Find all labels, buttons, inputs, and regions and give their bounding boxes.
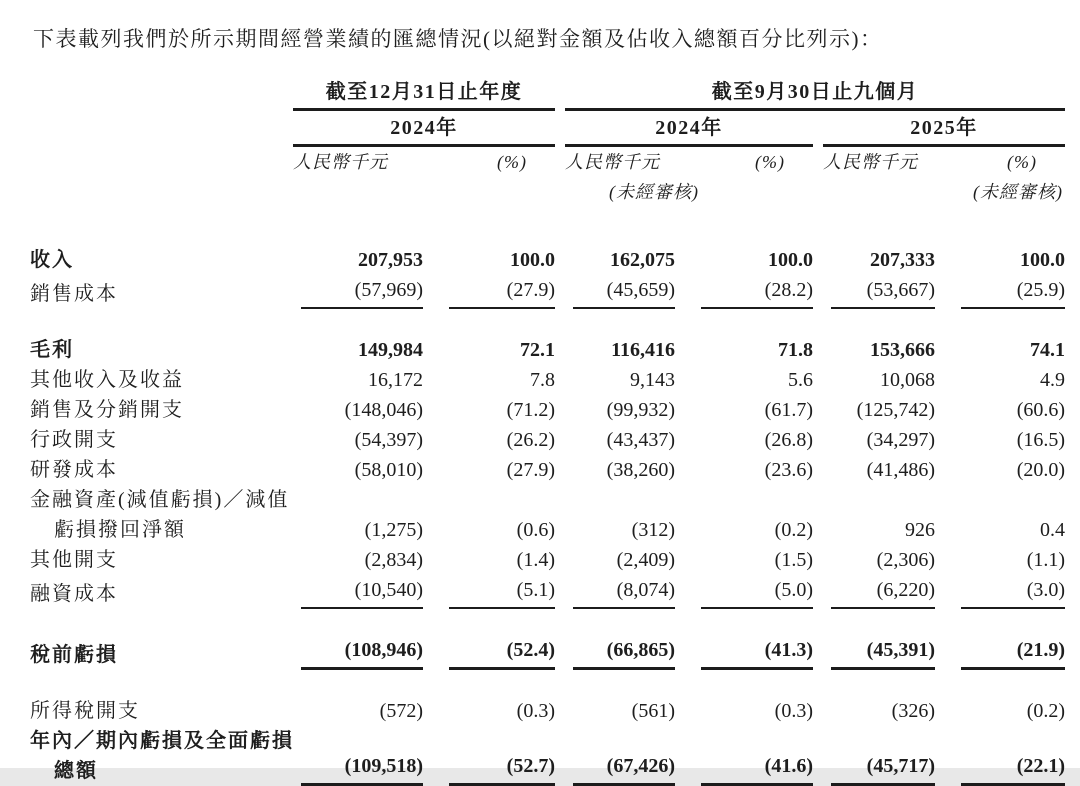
column-gap xyxy=(555,147,565,177)
cell-value-text: (1.4) xyxy=(516,549,555,572)
cell-value xyxy=(293,575,423,609)
column-gap xyxy=(555,335,565,365)
column-gap xyxy=(813,545,823,575)
cell-value xyxy=(293,455,423,485)
spacer-cell xyxy=(30,207,1065,245)
cell-value-text: (26.2) xyxy=(506,429,555,452)
cell-value xyxy=(935,485,1065,545)
row-label-line: 虧損撥回淨額 xyxy=(54,519,186,542)
cell-value xyxy=(565,485,675,545)
cell-value xyxy=(423,245,555,275)
cell-value xyxy=(565,696,675,726)
cell-value xyxy=(565,245,675,275)
cell-value-text: (45,659) xyxy=(573,275,675,309)
cell-value xyxy=(423,635,555,670)
cell-value xyxy=(823,575,935,609)
cell-value-text: (22.1) xyxy=(961,751,1065,786)
label-col-spacer xyxy=(30,177,293,207)
currency-unit-header: 人民幣千元 xyxy=(823,152,918,173)
cell-value-text: (45,717) xyxy=(831,751,935,786)
row-label xyxy=(30,696,293,726)
cell-value xyxy=(935,696,1065,726)
cell-value xyxy=(675,635,813,670)
table-row xyxy=(30,425,1065,455)
row-label-line: 稅前虧損 xyxy=(30,644,118,667)
cell-value-text: 0.4 xyxy=(1040,519,1066,542)
cell-value xyxy=(823,545,935,575)
table-row xyxy=(30,365,1065,395)
cell-value xyxy=(935,726,1065,786)
cell-value-text: (99,932) xyxy=(606,399,675,422)
cell-value xyxy=(823,485,935,545)
cell-value xyxy=(423,425,555,455)
percent-header: (%) xyxy=(755,152,785,173)
cell-value xyxy=(565,395,675,425)
cell-value-text: (109,518) xyxy=(301,751,423,786)
column-gap xyxy=(813,147,823,177)
column-gap xyxy=(555,275,565,309)
column-gap xyxy=(813,635,823,670)
column-gap xyxy=(813,455,823,485)
cell-value-text: 7.8 xyxy=(530,369,555,392)
row-label-line: 融資成本 xyxy=(30,583,118,606)
cell-value-text: (41.3) xyxy=(701,635,813,670)
table-row xyxy=(30,635,1065,670)
cell-value xyxy=(675,455,813,485)
unaudited-note: (未經審核) xyxy=(609,182,699,203)
cell-value xyxy=(565,635,675,670)
label-col-spacer xyxy=(30,147,293,177)
cell-value-text: 100.0 xyxy=(768,249,813,272)
column-gap xyxy=(813,425,823,455)
row-label-line: 行政開支 xyxy=(30,429,118,452)
column-gap xyxy=(813,245,823,275)
cell-value-text: (41,486) xyxy=(866,459,935,482)
cell-value xyxy=(823,425,935,455)
table-row xyxy=(30,395,1065,425)
cell-value-text: 10,068 xyxy=(880,369,935,392)
cell-value-text: (21.9) xyxy=(961,635,1065,670)
cell-value-text: (8,074) xyxy=(573,575,675,609)
cell-value xyxy=(293,335,423,365)
cell-value-text: (10,540) xyxy=(301,575,423,609)
cell-value xyxy=(423,365,555,395)
column-gap xyxy=(555,395,565,425)
row-label xyxy=(30,335,293,365)
column-gap xyxy=(555,177,565,207)
period-group-annual-label: 截至12月31日止年度 xyxy=(293,79,555,111)
cell-value-text: (66,865) xyxy=(573,635,675,670)
cell-value xyxy=(675,275,813,309)
cell-value xyxy=(935,545,1065,575)
year-9m2025 xyxy=(823,111,1065,147)
cell-value-text: 116,416 xyxy=(611,339,675,362)
row-label-line: 銷售成本 xyxy=(30,283,118,306)
spacer-cell xyxy=(30,309,1065,335)
percent-header: (%) xyxy=(497,152,527,173)
cell-value-text: (572) xyxy=(379,700,423,723)
cell-value xyxy=(423,485,555,545)
column-gap xyxy=(813,177,823,207)
year-9m2024 xyxy=(565,111,813,147)
cell-value xyxy=(293,485,423,545)
cell-value-text: 71.8 xyxy=(778,339,813,362)
cell-value-text: (25.9) xyxy=(961,275,1065,309)
cell-value xyxy=(823,635,935,670)
period-group-nine-month xyxy=(565,79,1065,111)
cell-value-text: (34,297) xyxy=(866,429,935,452)
cell-value xyxy=(293,425,423,455)
label-col-spacer xyxy=(30,79,293,111)
cell-value-text: (1,275) xyxy=(364,519,423,542)
row-label-line: 毛利 xyxy=(30,339,74,362)
cell-value-text: 162,075 xyxy=(610,249,675,272)
table-row xyxy=(30,575,1065,609)
spacer-cell xyxy=(30,670,1065,696)
cell-value-text: (41.6) xyxy=(701,751,813,786)
operating-results-table xyxy=(30,79,1065,786)
table-row xyxy=(30,275,1065,309)
cell-value xyxy=(423,275,555,309)
cell-value-text: (38,260) xyxy=(606,459,675,482)
spacer-row xyxy=(30,670,1065,696)
period-group-row xyxy=(30,79,1065,111)
cell-value-text: 207,953 xyxy=(358,249,423,272)
column-gap xyxy=(555,455,565,485)
column-gap xyxy=(813,726,823,786)
cell-value-text: (148,046) xyxy=(344,399,423,422)
row-label xyxy=(30,726,293,786)
cell-value xyxy=(675,575,813,609)
cell-value xyxy=(565,275,675,309)
cell-value xyxy=(423,395,555,425)
cell-value-text: (60.6) xyxy=(1016,399,1066,422)
period-group-nine-month-label: 截至9月30日止九個月 xyxy=(565,79,1065,111)
cell-value-text: (561) xyxy=(631,700,675,723)
cell-value-text: (2,834) xyxy=(364,549,423,572)
cell-value xyxy=(823,365,935,395)
cell-value xyxy=(935,575,1065,609)
cell-value xyxy=(935,455,1065,485)
cell-value xyxy=(823,696,935,726)
percent-header: (%) xyxy=(1007,152,1038,173)
cell-value-text: 74.1 xyxy=(1030,339,1066,362)
column-gap xyxy=(813,275,823,309)
cell-value-text: 9,143 xyxy=(630,369,675,392)
cell-value-text: (0.2) xyxy=(1026,700,1066,723)
row-label xyxy=(30,425,293,455)
spacer-row xyxy=(30,309,1065,335)
cell-value-text: (52.7) xyxy=(449,751,555,786)
column-gap xyxy=(813,696,823,726)
column-gap xyxy=(555,79,565,111)
cell-value xyxy=(935,245,1065,275)
cell-value xyxy=(823,726,935,786)
cell-value-text: (0.3) xyxy=(516,700,555,723)
row-label-line: 收入 xyxy=(30,249,74,272)
row-label-line: 所得稅開支 xyxy=(30,700,140,723)
cell-value-text: (53,667) xyxy=(831,275,935,309)
row-label-line: 其他開支 xyxy=(30,549,118,572)
cell-value xyxy=(293,275,423,309)
cell-value-text: (312) xyxy=(631,519,675,542)
cell-value-text: (61.7) xyxy=(764,399,813,422)
column-gap xyxy=(813,485,823,545)
row-label xyxy=(30,455,293,485)
cell-value xyxy=(935,395,1065,425)
unaudited-note-row xyxy=(30,177,1065,207)
cell-value xyxy=(565,335,675,365)
column-gap xyxy=(555,545,565,575)
cell-value-text: 16,172 xyxy=(368,369,423,392)
cell-value-text: 5.6 xyxy=(788,369,813,392)
spacer-cell xyxy=(30,609,1065,635)
cell-value-text: 926 xyxy=(905,519,935,542)
cell-value-text: (52.4) xyxy=(449,635,555,670)
cell-value-text: (6,220) xyxy=(831,575,935,609)
cell-value xyxy=(935,425,1065,455)
row-label xyxy=(30,275,293,309)
cell-value xyxy=(565,425,675,455)
period-group-annual xyxy=(293,79,555,111)
column-gap xyxy=(555,635,565,670)
cell-value xyxy=(675,696,813,726)
row-label-line: 研發成本 xyxy=(30,459,118,482)
table-row xyxy=(30,245,1065,275)
row-label-line: 金融資產(減值虧損)／減值 xyxy=(30,489,290,512)
row-label xyxy=(30,575,293,609)
cell-value xyxy=(675,365,813,395)
cell-value xyxy=(423,545,555,575)
cell-value-text: (20.0) xyxy=(1016,459,1066,482)
cell-value-text: 100.0 xyxy=(510,249,555,272)
table-row xyxy=(30,726,1065,786)
cell-value-text: (23.6) xyxy=(764,459,813,482)
table-row xyxy=(30,485,1065,545)
column-gap xyxy=(813,335,823,365)
cell-value-text: (26.8) xyxy=(764,429,813,452)
cell-value-text: (28.2) xyxy=(701,275,813,309)
cell-value-text: 4.9 xyxy=(1040,369,1066,392)
cell-value xyxy=(565,575,675,609)
cell-value xyxy=(565,455,675,485)
cell-value-text: 207,333 xyxy=(870,249,935,272)
cell-value xyxy=(675,245,813,275)
cell-value-text: (0.2) xyxy=(774,519,813,542)
table-row xyxy=(30,545,1065,575)
currency-unit-header: 人民幣千元 xyxy=(565,152,660,173)
cell-value-text: 72.1 xyxy=(520,339,555,362)
cell-value xyxy=(293,395,423,425)
cell-value-text: (57,969) xyxy=(301,275,423,309)
cell-value-text: (5.1) xyxy=(449,575,555,609)
unaudited-note: (未經審核) xyxy=(973,182,1064,203)
cell-value xyxy=(935,635,1065,670)
cell-value-text: (2,409) xyxy=(616,549,675,572)
cell-value xyxy=(423,335,555,365)
cell-value-text: (2,306) xyxy=(876,549,935,572)
year-fy2024 xyxy=(293,111,555,147)
column-gap xyxy=(813,111,823,147)
cell-value-text: (125,742) xyxy=(856,399,935,422)
cell-value xyxy=(675,545,813,575)
column-gap xyxy=(813,575,823,609)
column-gap xyxy=(813,365,823,395)
spacer-row xyxy=(30,609,1065,635)
cell-value xyxy=(675,335,813,365)
cell-value-text: (27.9) xyxy=(506,459,555,482)
cell-value-text: (326) xyxy=(891,700,935,723)
year-fy2024-label: 2024年 xyxy=(293,115,555,147)
cell-value-text: (16.5) xyxy=(1016,429,1066,452)
cell-value xyxy=(293,365,423,395)
column-gap xyxy=(555,485,565,545)
column-gap xyxy=(555,575,565,609)
cell-value-text: (43,437) xyxy=(606,429,675,452)
table-caption: 下表載列我們於所示期間經營業績的匯總情況(以絕對金額及佔收入總額百分比列示)： xyxy=(33,27,883,51)
cell-value xyxy=(935,365,1065,395)
cell-value-text: (58,010) xyxy=(354,459,423,482)
year-9m2024-label: 2024年 xyxy=(565,115,813,147)
cell-value xyxy=(823,455,935,485)
cell-value-text: (67,426) xyxy=(573,751,675,786)
cell-value xyxy=(935,275,1065,309)
row-label xyxy=(30,395,293,425)
cell-value-text: 153,666 xyxy=(870,339,935,362)
table-row xyxy=(30,335,1065,365)
cell-value xyxy=(675,485,813,545)
cell-value-text: 149,984 xyxy=(358,339,423,362)
spacer-row xyxy=(30,207,1065,245)
cell-value xyxy=(423,455,555,485)
table-row xyxy=(30,696,1065,726)
cell-value-text: (1.5) xyxy=(774,549,813,572)
label-col-spacer xyxy=(30,111,293,147)
currency-unit-header: 人民幣千元 xyxy=(293,152,388,173)
cell-value-text: (71.2) xyxy=(506,399,555,422)
cell-value xyxy=(293,245,423,275)
cell-value-text: (0.3) xyxy=(774,700,813,723)
cell-value-text: (0.6) xyxy=(516,519,555,542)
cell-value-text: (5.0) xyxy=(701,575,813,609)
column-gap xyxy=(555,245,565,275)
cell-value xyxy=(823,335,935,365)
column-gap xyxy=(813,395,823,425)
cell-value xyxy=(423,575,555,609)
row-label xyxy=(30,485,293,545)
cell-value xyxy=(565,726,675,786)
column-gap xyxy=(555,365,565,395)
year-9m2025-label: 2025年 xyxy=(823,115,1065,147)
cell-value-text: (108,946) xyxy=(301,635,423,670)
column-gap xyxy=(555,425,565,455)
cell-value xyxy=(935,335,1065,365)
cell-value xyxy=(293,635,423,670)
cell-value-text: (3.0) xyxy=(961,575,1065,609)
cell-value-text: (45,391) xyxy=(831,635,935,670)
column-gap xyxy=(555,696,565,726)
cell-value xyxy=(565,365,675,395)
row-label-line: 其他收入及收益 xyxy=(30,369,184,392)
row-label xyxy=(30,545,293,575)
cell-value xyxy=(675,726,813,786)
row-label xyxy=(30,365,293,395)
cell-value xyxy=(823,275,935,309)
year-row xyxy=(30,111,1065,147)
cell-value-text: (54,397) xyxy=(354,429,423,452)
cell-value xyxy=(565,545,675,575)
cell-value xyxy=(823,245,935,275)
column-gap xyxy=(555,726,565,786)
cell-value xyxy=(423,726,555,786)
cell-value-text: (27.9) xyxy=(449,275,555,309)
row-label xyxy=(30,245,293,275)
table-row xyxy=(30,455,1065,485)
cell-value xyxy=(823,395,935,425)
cell-value xyxy=(675,395,813,425)
cell-value-text: (1.1) xyxy=(1026,549,1066,572)
row-label-line: 年內／期內虧損及全面虧損 xyxy=(30,730,294,753)
cell-value xyxy=(675,425,813,455)
cell-value xyxy=(293,696,423,726)
cell-value-text: 100.0 xyxy=(1020,249,1066,272)
cell-value xyxy=(293,545,423,575)
row-label xyxy=(30,635,293,670)
cell-value xyxy=(293,726,423,786)
column-gap xyxy=(555,111,565,147)
row-label-line: 總額 xyxy=(54,760,98,783)
cell-value xyxy=(423,696,555,726)
note-spacer xyxy=(293,177,555,207)
unit-row xyxy=(30,147,1065,177)
row-label-line: 銷售及分銷開支 xyxy=(30,399,184,422)
